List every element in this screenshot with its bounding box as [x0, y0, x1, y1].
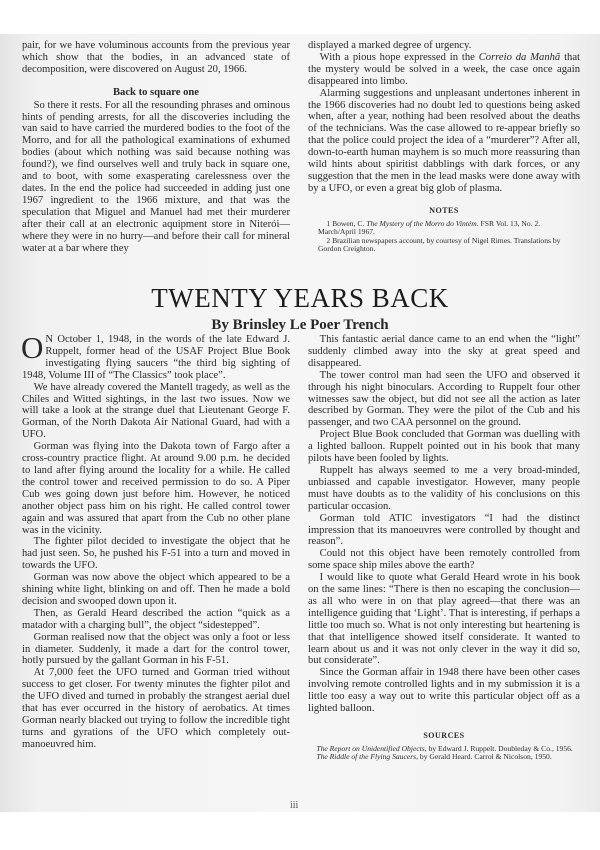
body-paragraph: So there it rests. For all the resounding phrases and ominous hints of pending arrests, for all the discoveries including the van said to have carried the murdered bodies to the foot of the Morro, and for all the pathological examinations of exhumed bodies (about which nothing was said because nothing was found?), we find ourselves well and truly back in square one, and to boot, with some exasperating carelessness over the dates. In the end the police had succeeded in adding just one 1967 ingredient to the 1966 mixture, and that was the speculation that Miguel and Manuel had met their murderer after their call at an electronic aquipment store in Niterói—where they were in no hurry—and before their call for mineral water at a bar where they — [22, 99, 290, 254]
cited-title: The Report on Unidentified Objects — [316, 743, 425, 753]
continued-paragraph: pair, for we have voluminous accounts from the previous year which show that the bodies, in an advanced state of decomposition, were discovered on August 20, 1966. — [22, 40, 290, 75]
source-entry — [308, 753, 580, 761]
body-paragraph: This fantastic aerial dance came to an end when the “light” suddenly climbed away into the sky at great speed and disappeared. — [308, 334, 580, 369]
article-left-column — [21, 330, 290, 751]
body-paragraph: The tower control man had seen the UFO and observed it through his night binoculars. According to Ruppelt four other witnesses saw the object, but did not see all the action as later described by Gorman. They were the pilot of the Cub and his passenger, and two CAA personnel on the ground. — [308, 369, 580, 429]
text-run: FSR Vol. 13, No. 2. March/April 1967. — [318, 218, 541, 237]
body-paragraph: Project Blue Book concluded that Gorman was duelling with a lighted balloon. Ruppelt pointed out in his book that many pilots have been fooled by lights. — [308, 429, 580, 465]
footnote — [308, 220, 580, 237]
article-headline: TWENTY YEARS BACK — [151, 283, 449, 313]
text-run: , by Gerald Heard. Carrol & Nicolson, 1950. — [416, 752, 552, 762]
text-run: that the mystery would be solved in a week, the case once again disappeared into limbo. — [308, 51, 580, 87]
page-number: iii — [290, 800, 299, 811]
body-paragraph: Ruppelt has always seemed to me a very broad-minded, unbiassed and capable investigator. However, many people must have doubts as to the validity of his conclusions on this particular occasion. — [308, 464, 580, 512]
body-paragraph: We have already covered the Mantell tragedy, as well as the Chiles and Witted sightings, in the last two issues. Now we will take a look at the strange duel that Lieutenant George F. Gorman, of the North Dakota Air National Guard, had with a UFO. — [22, 381, 290, 441]
text-run: , by Edward J. Ruppelt. Doubleday & Co., 1956. — [424, 743, 573, 753]
body-paragraph: Since the Gorman affair in 1948 there have been other cases involving remote controlled lights and in my submission it is a little too easy a way out to write this particular object off as a lighted balloon. — [308, 667, 580, 715]
body-paragraph: Then, as Gerald Heard described the action “quick as a matador with a charging bull”, the object “sidestepped”. — [22, 607, 290, 631]
body-paragraph: I would like to quote what Gerald Heard wrote in his book on the same lines: “There is then no escaping the conclusion—as all who were in on that play agreed—that there was an intelligence guiding that ‘Light’. That is interesting, if perhaps a little too much so. What is not only interesting but heartening is that that intelligence showed itself considerate. It wanted to learn about us and it was not only clever in the way it did so, but considerate”. — [308, 572, 580, 667]
article-right-column — [308, 334, 580, 762]
body-paragraph: At 7,000 feet the UFO turned and Gorman tried without success to get closer. For twenty minutes the fighter pilot and the UFO dived and turned in probably the strangest aerial duel that has ever occurred in the history of aerobatics. At times Gorman nearly blacked out trying to follow the incredible tight turns and gyrations of the UFO which completely out-manoeuvred him. — [22, 667, 290, 750]
body-paragraph: Could not this object have been remotely controlled from some space ship miles above the earth? — [308, 548, 580, 572]
body-paragraph: Alarming suggestions and unpleasant undertones inherent in the 1966 discoveries had no doubt led to questions being asked when, after a year, nothing had been resolved about the deaths of the technicians. Was the case allowed to re-appear briefly so that the police could project the idea of a “murderer”? After all, down-to-earth human mayhem is so much more reassuring than wild hints about spiritist dabblings with dark forces, or any suggestion that the men in the lead masks were done away with by a UFO, or even a great big glob of plasma. — [308, 87, 580, 194]
article-byline: By Brinsley Le Poer Trench — [211, 317, 389, 333]
footnote-number: 2 — [326, 235, 331, 245]
cited-title: The Riddle of the Flying Saucers — [316, 752, 417, 762]
footnote — [308, 237, 580, 254]
opening-paragraph — [21, 330, 290, 382]
drop-cap: O — [21, 330, 44, 365]
body-paragraph: displayed a marked degree of urgency. — [308, 40, 472, 51]
text-run: Brazilian newspapers account, by courtesy of Nigel Rimes. Translations by Gordon Creighton. — [318, 235, 561, 253]
top-left-column — [22, 40, 290, 254]
body-paragraph: Gorman told ATIC investigators “I had the distinct impression that its manoeuvres were controlled by thought and reason”. — [308, 512, 580, 548]
body-paragraph: Gorman was flying into the Dakota town of Fargo after a cross-country practice flight. At around 9.00 p.m. he decided to land after flying around the locality for a while. He called the control tower and received permission to do so. A Piper Cub wes going down just before him. However, he noticed another object pass him on his right. He called control tower again and was assured that apart from the Cub no other plane was in the vicinity. — [22, 441, 290, 536]
body-paragraph: Gorman realised now that the object was only a foot or less in diameter. Suddenly, it made a dart for the control tower, hotly pursued by the gallant Gorman in his F-51. — [22, 631, 290, 667]
notes-heading: NOTES — [429, 205, 459, 215]
footnote-number: 1 — [326, 218, 331, 228]
body-paragraph: The fighter pilot decided to investigate the object that he had just seen. So, he pushed his F-51 into a turn and moved in towards the UFO. — [22, 536, 290, 572]
text-run: With a pious hope expressed in the — [319, 51, 479, 63]
section-subheading: Back to square one — [112, 86, 200, 98]
cited-title: The Mystery of the Morro do Vintém. — [366, 218, 479, 228]
body-paragraph: Gorman was now above the object which appeared to be a shining white light, blinking on and off. Then he made a bold decision and swooped down upon it. — [22, 572, 290, 607]
text-run: Bowen, C. — [332, 218, 367, 228]
body-paragraph — [308, 52, 580, 88]
newspaper-title: Correio da Manhã — [478, 51, 561, 63]
top-right-column — [308, 40, 580, 253]
text-run: N October 1, 1948, in the words of the late Edward J. Ruppelt, former head of the USAF Project Blue Book investigating flying saucers “the third big sighting of 1948, Volume III of “The Classics” took place”. — [22, 334, 290, 381]
sources-heading: SOURCES — [423, 731, 465, 740]
